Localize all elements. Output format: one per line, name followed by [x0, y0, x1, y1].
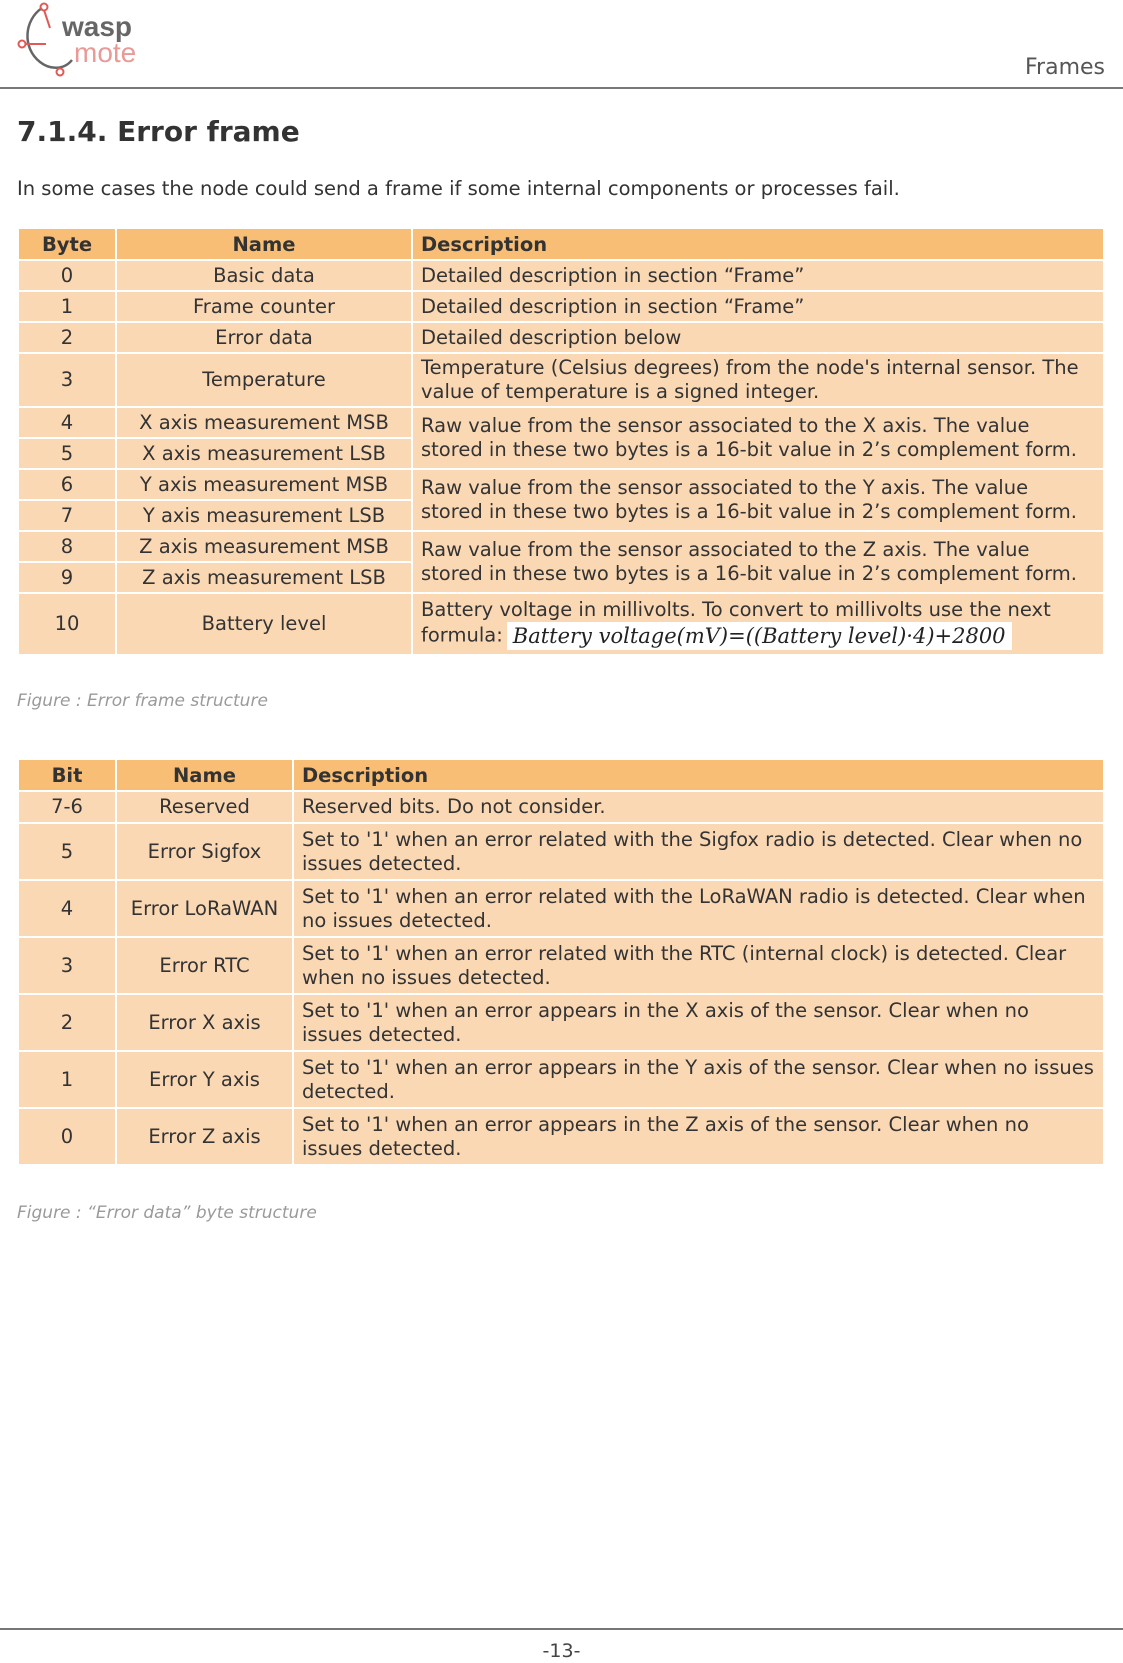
column-header: Description — [294, 760, 1103, 790]
byte-cell: 6 — [19, 470, 115, 499]
byte-cell: 1 — [19, 292, 115, 321]
column-header: Name — [117, 229, 411, 259]
byte-cell: 4 — [19, 408, 115, 437]
name-cell: X axis measurement MSB — [117, 408, 411, 437]
logo-word-wasp: wasp — [62, 11, 133, 42]
table-row — [19, 594, 1103, 654]
name-cell: Error Z axis — [117, 1109, 292, 1164]
bit-cell: 0 — [19, 1109, 115, 1164]
name-cell: Z axis measurement LSB — [117, 563, 411, 592]
description-cell: Set to '1' when an error appears in the Y axis of the sensor. Clear when no issues detected. — [294, 1052, 1103, 1107]
header-divider — [0, 87, 1123, 89]
waspmote-logo — [16, 0, 186, 80]
description-cell: Detailed description in section “Frame” — [413, 292, 1103, 321]
table-row — [19, 1052, 1103, 1107]
table-row — [19, 792, 1103, 822]
error-data-table — [17, 758, 1105, 1166]
description-cell: Temperature (Celsius degrees) from the node's internal sensor. The value of temperature is a signed integer. — [413, 354, 1103, 406]
name-cell: Reserved — [117, 792, 292, 822]
intro-paragraph: In some cases the node could send a frame if some internal components or processes fail. — [17, 177, 900, 200]
bit-cell: 7-6 — [19, 792, 115, 822]
page-title: 7.1.4. Error frame — [17, 115, 300, 148]
table-row — [19, 261, 1103, 290]
byte-cell: 8 — [19, 532, 115, 561]
name-cell: Error Sigfox — [117, 824, 292, 879]
name-cell: Error data — [117, 323, 411, 352]
name-cell: Temperature — [117, 354, 411, 406]
battery-description: Battery voltage in millivolts. To convert to millivolts use the next formula: — [421, 598, 1051, 647]
description-cell: Raw value from the sensor associated to the X axis. The value stored in these two bytes is a 16-bit value in 2’s complement form. — [413, 408, 1103, 468]
name-cell: Y axis measurement MSB — [117, 470, 411, 499]
table-row — [19, 470, 1103, 499]
page-number: -13- — [542, 1640, 581, 1662]
description-cell: Set to '1' when an error related with the RTC (internal clock) is detected. Clear when no issues detected. — [294, 938, 1103, 993]
description-cell: Reserved bits. Do not consider. — [294, 792, 1103, 822]
byte-cell: 5 — [19, 439, 115, 468]
description-cell — [413, 594, 1103, 654]
description-cell: Detailed description in section “Frame” — [413, 261, 1103, 290]
table-header-row — [19, 229, 1103, 259]
frame-table-caption: Figure : Error frame structure — [17, 691, 268, 711]
error-frame-table — [17, 227, 1105, 656]
description-cell: Raw value from the sensor associated to the Y axis. The value stored in these two bytes is a 16-bit value in 2’s complement form. — [413, 470, 1103, 530]
table-row — [19, 323, 1103, 352]
table-row — [19, 995, 1103, 1050]
table-row — [19, 292, 1103, 321]
bit-cell: 5 — [19, 824, 115, 879]
description-cell: Raw value from the sensor associated to the Z axis. The value stored in these two bytes is a 16-bit value in 2’s complement form. — [413, 532, 1103, 592]
bit-cell: 1 — [19, 1052, 115, 1107]
name-cell: X axis measurement LSB — [117, 439, 411, 468]
battery-formula: Battery voltage(mV)=((Battery level)·4)+2800 — [507, 622, 1012, 650]
table-row — [19, 354, 1103, 406]
name-cell: Error LoRaWAN — [117, 881, 292, 936]
table-row — [19, 881, 1103, 936]
name-cell: Error Y axis — [117, 1052, 292, 1107]
page-header — [0, 0, 1123, 90]
table-row — [19, 824, 1103, 879]
bit-cell: 3 — [19, 938, 115, 993]
name-cell: Z axis measurement MSB — [117, 532, 411, 561]
column-header: Description — [413, 229, 1103, 259]
byte-cell: 3 — [19, 354, 115, 406]
byte-cell: 0 — [19, 261, 115, 290]
name-cell: Error X axis — [117, 995, 292, 1050]
name-cell: Basic data — [117, 261, 411, 290]
byte-cell: 10 — [19, 594, 115, 654]
table-header-row — [19, 760, 1103, 790]
name-cell: Battery level — [117, 594, 411, 654]
table-row — [19, 408, 1103, 437]
table-row — [19, 1109, 1103, 1164]
description-cell: Set to '1' when an error related with the LoRaWAN radio is detected. Clear when no issues detected. — [294, 881, 1103, 936]
description-cell: Set to '1' when an error related with the Sigfox radio is detected. Clear when no issues detected. — [294, 824, 1103, 879]
bit-cell: 2 — [19, 995, 115, 1050]
description-cell: Set to '1' when an error appears in the X axis of the sensor. Clear when no issues detected. — [294, 995, 1103, 1050]
byte-cell: 7 — [19, 501, 115, 530]
byte-cell: 2 — [19, 323, 115, 352]
description-cell: Detailed description below — [413, 323, 1103, 352]
section-title: Frames — [1024, 55, 1105, 80]
column-header: Name — [117, 760, 292, 790]
name-cell: Y axis measurement LSB — [117, 501, 411, 530]
table-row — [19, 532, 1103, 561]
byte-cell: 9 — [19, 563, 115, 592]
table-row — [19, 938, 1103, 993]
logo-word-mote: mote — [74, 37, 137, 68]
error-table-caption: Figure : “Error data” byte structure — [17, 1203, 317, 1223]
name-cell: Frame counter — [117, 292, 411, 321]
footer-divider — [0, 1628, 1123, 1630]
column-header: Byte — [19, 229, 115, 259]
name-cell: Error RTC — [117, 938, 292, 993]
bit-cell: 4 — [19, 881, 115, 936]
column-header: Bit — [19, 760, 115, 790]
description-cell: Set to '1' when an error appears in the Z axis of the sensor. Clear when no issues detected. — [294, 1109, 1103, 1164]
